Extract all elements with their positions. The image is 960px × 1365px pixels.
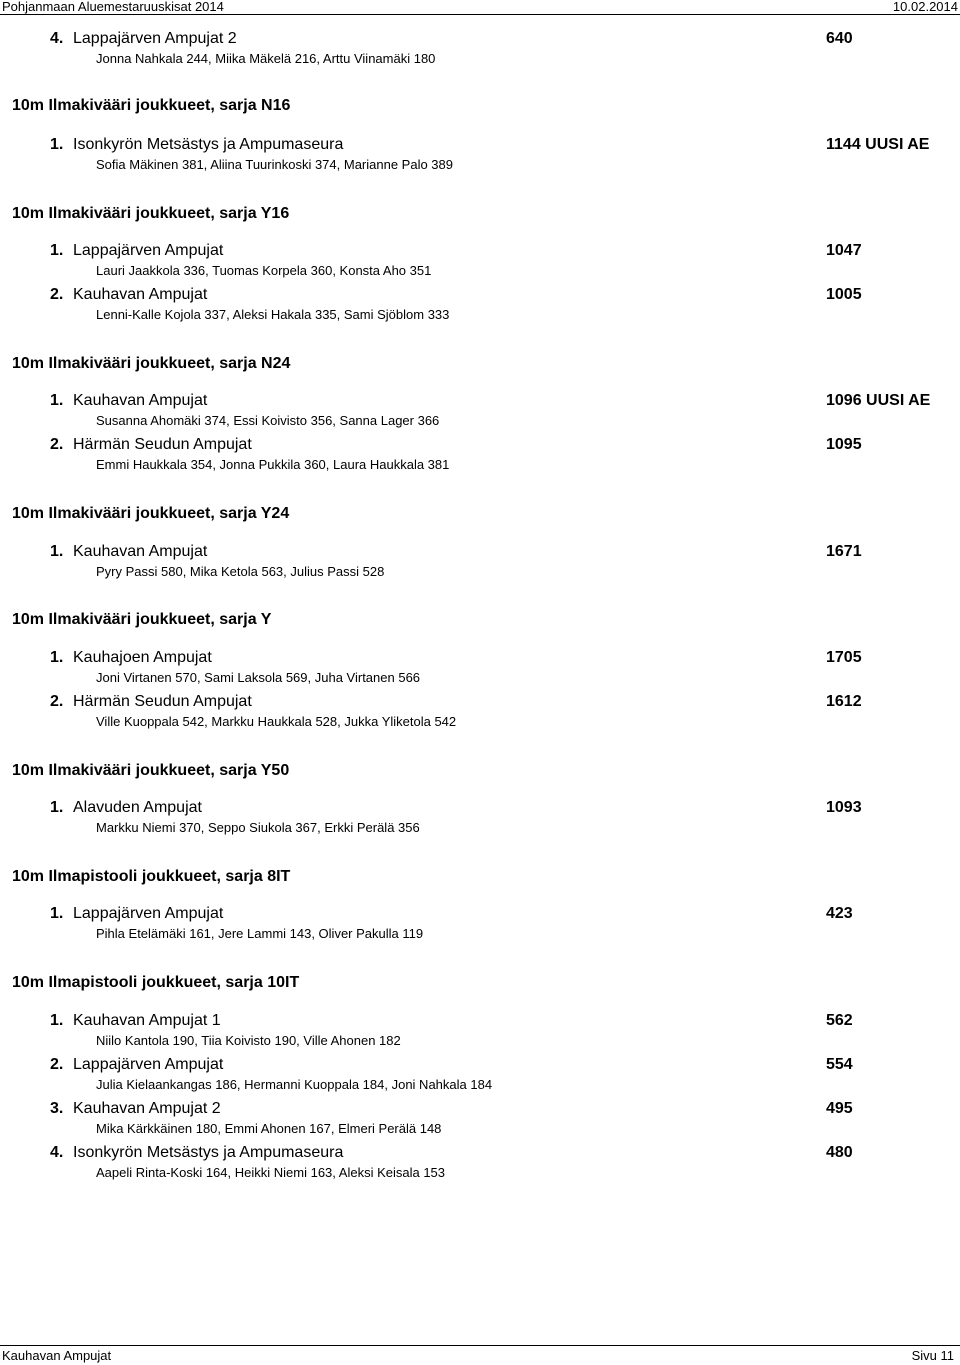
entry-rank: 3. [50,1100,64,1117]
result-entry [0,693,960,733]
result-entry [0,30,960,70]
result-entry [0,649,960,689]
footer-divider [0,1345,960,1346]
entry-shooters: Lenni-Kalle Kojola 337, Aleksi Hakala 335, Sami Sjöblom 333 [96,307,450,322]
entry-shooters: Joni Virtanen 570, Sami Laksola 569, Juha Virtanen 566 [96,670,421,685]
entry-team: Kauhavan Ampujat [73,392,208,409]
entry-score: 640 [826,30,853,47]
entry-shooters: Susanna Ahomäki 374, Essi Koivisto 356, Sanna Lager 366 [96,413,440,428]
entry-rank: 1. [50,1012,64,1029]
entry-score: 1705 [826,649,862,666]
entry-team: Lappajärven Ampujat [73,905,224,922]
entry-team: Lappajärven Ampujat [73,1056,224,1073]
entry-shooters: Aapeli Rinta-Koski 164, Heikki Niemi 163, Aleksi Keisala 153 [96,1165,446,1180]
entry-shooters: Jonna Nahkala 244, Miika Mäkelä 216, Arttu Viinamäki 180 [96,51,436,66]
entry-rank: 1. [50,799,64,816]
entry-team: Alavuden Ampujat [73,799,202,816]
entry-rank: 1. [50,136,64,153]
entry-team: Kauhavan Ampujat 2 [73,1100,221,1117]
entry-shooters: Mika Kärkkäinen 180, Emmi Ahonen 167, Elmeri Perälä 148 [96,1121,442,1136]
section-title: 10m Ilmakivääri joukkueet, sarja Y50 [12,762,290,779]
result-entry [0,799,960,839]
entry-score: 1093 [826,799,862,816]
result-entry [0,286,960,326]
entry-rank: 1. [50,543,64,560]
entry-team: Lappajärven Ampujat 2 [73,30,237,47]
entry-shooters: Markku Niemi 370, Seppo Siukola 367, Erkki Perälä 356 [96,820,420,835]
entry-rank: 4. [50,30,64,47]
entry-rank: 2. [50,286,64,303]
entry-score: 480 [826,1144,853,1161]
entry-shooters: Pihla Etelämäki 161, Jere Lammi 143, Oliver Pakulla 119 [96,926,424,941]
section-title: 10m Ilmakivääri joukkueet, sarja N16 [12,97,291,114]
entry-team: Kauhajoen Ampujat [73,649,212,666]
result-entry [0,905,960,945]
result-entry [0,392,960,432]
entry-team: Lappajärven Ampujat [73,242,224,259]
entry-rank: 4. [50,1144,64,1161]
entry-shooters: Lauri Jaakkola 336, Tuomas Korpela 360, Konsta Aho 351 [96,263,432,278]
entry-score: 1005 [826,286,862,303]
result-entry [0,1144,960,1184]
entry-rank: 1. [50,649,64,666]
entry-team: Härmän Seudun Ampujat [73,693,252,710]
section-title: 10m Ilmapistooli joukkueet, sarja 10IT [12,974,300,991]
entry-score: 495 [826,1100,853,1117]
result-entry [0,436,960,476]
footer-page-number: Sivu 11 [911,1348,954,1363]
result-entry [0,136,960,176]
entry-score: 1096 UUSI AE [826,392,931,409]
section-title: 10m Ilmakivääri joukkueet, sarja N24 [12,355,291,372]
result-entry [0,1056,960,1096]
entry-team: Härmän Seudun Ampujat [73,436,252,453]
header-date: 10.02.2014 [892,0,958,14]
entry-team: Kauhavan Ampujat 1 [73,1012,221,1029]
page-footer [0,1349,960,1363]
entry-shooters: Niilo Kantola 190, Tiia Koivisto 190, Ville Ahonen 182 [96,1033,401,1048]
section-title: 10m Ilmakivääri joukkueet, sarja Y24 [12,505,290,522]
section-title: 10m Ilmapistooli joukkueet, sarja 8IT [12,868,291,885]
entry-rank: 2. [50,693,64,710]
entry-shooters: Ville Kuoppala 542, Markku Haukkala 528, Jukka Yliketola 542 [96,714,457,729]
result-entry [0,1012,960,1052]
header-event-title: Pohjanmaan Aluemestaruuskisat 2014 [2,0,224,14]
entry-score: 562 [826,1012,853,1029]
entry-team: Kauhavan Ampujat [73,286,208,303]
entry-team: Isonkyrön Metsästys ja Ampumaseura [73,136,344,153]
result-entry [0,242,960,282]
entry-shooters: Julia Kielaankangas 186, Hermanni Kuoppala 184, Joni Nahkala 184 [96,1077,493,1092]
entry-rank: 1. [50,905,64,922]
result-entry [0,543,960,583]
entry-team: Kauhavan Ampujat [73,543,208,560]
entry-rank: 1. [50,392,64,409]
entry-rank: 2. [50,1056,64,1073]
entry-score: 423 [826,905,853,922]
entry-score: 1095 [826,436,862,453]
section-title: 10m Ilmakivääri joukkueet, sarja Y16 [12,205,290,222]
footer-organizer: Kauhavan Ampujat [2,1348,112,1363]
section-title: 10m Ilmakivääri joukkueet, sarja Y [12,611,272,628]
entry-score: 1144 UUSI AE [826,136,930,153]
entry-score: 554 [826,1056,853,1073]
entry-score: 1047 [826,242,862,259]
entry-team: Isonkyrön Metsästys ja Ampumaseura [73,1144,344,1161]
entry-shooters: Sofia Mäkinen 381, Aliina Tuurinkoski 374, Marianne Palo 389 [96,157,453,172]
entry-rank: 2. [50,436,64,453]
entry-score: 1612 [826,693,862,710]
entry-shooters: Pyry Passi 580, Mika Ketola 563, Julius Passi 528 [96,564,385,579]
entry-score: 1671 [826,543,862,560]
result-entry [0,1100,960,1140]
entry-shooters: Emmi Haukkala 354, Jonna Pukkila 360, Laura Haukkala 381 [96,457,450,472]
entry-rank: 1. [50,242,64,259]
